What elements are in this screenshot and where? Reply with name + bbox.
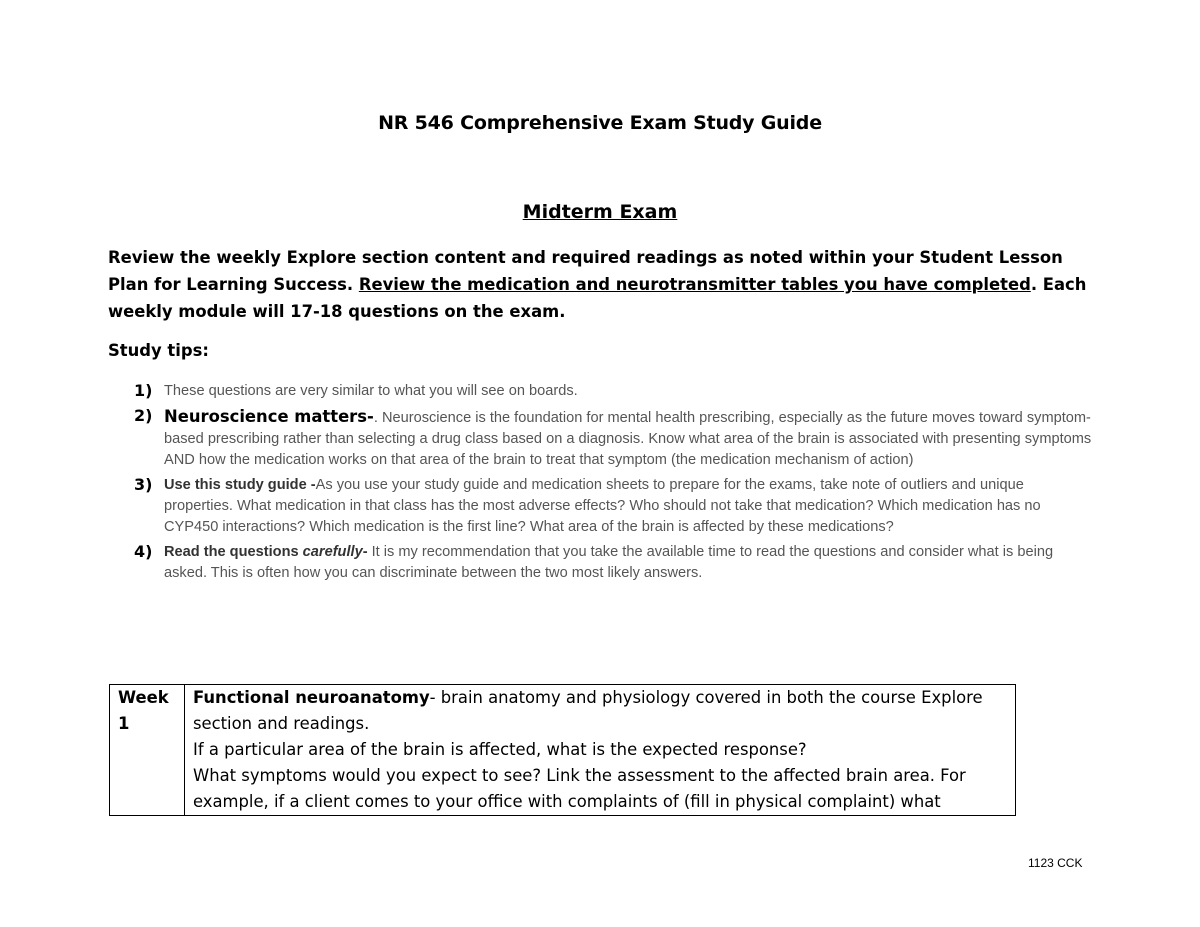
tip-text: . Neuroscience is the foundation for mental health prescribing, especially as the future moves toward symptom-based prescribing rather than selecting a drug class based on a diagnosis. Know what area of the brain is associated with presenting symptoms AND how the medication works on that area of the brain to treat that symptom (the medication mechanism of action) <box>164 410 1092 468</box>
list-item <box>134 475 1094 538</box>
tip-lead: Neuroscience matters- <box>164 407 374 426</box>
study-tips-list <box>134 381 1094 588</box>
week-content-cell <box>185 685 1016 816</box>
list-item <box>134 381 1094 402</box>
page-title: NR 546 Comprehensive Exam Study Guide <box>378 112 822 134</box>
topic-title: Functional neuroanatomy <box>193 688 430 707</box>
topic-line: What symptoms would you expect to see? Link the assessment to the affected brain area. For example, if a client comes to your office with complaints of (fill in physical complaint) what <box>193 766 966 811</box>
week-cell: Week 1 <box>110 685 185 816</box>
tip-lead-text: Read the questions <box>164 544 303 560</box>
topic-description: - brain anatomy and physiology covered in both the course Explore section and readings. <box>193 688 983 733</box>
tip-lead: Use this study guide - <box>164 477 316 493</box>
list-item <box>134 406 1094 471</box>
topic-line: If a particular area of the brain is affected, what is the expected response? <box>193 740 807 759</box>
tip-text: These questions are very similar to what you will see on boards. <box>164 383 578 399</box>
tip-text: As you use your study guide and medication sheets to prepare for the exams, take note of outliers and unique properties. What medication in that class has the most adverse effects? Who should not take that medication? Which medication has no CYP450 interactions? Which medication is the first line? What area of the brain is affected by these medications? <box>164 477 1041 535</box>
intro-text-2: . Each weekly module will 17-18 questions on the exam. <box>108 275 1087 321</box>
list-number: 2) <box>134 406 153 425</box>
list-number: 4) <box>134 542 153 561</box>
list-number: 1) <box>134 381 153 400</box>
list-number: 3) <box>134 475 153 494</box>
tip-lead <box>164 544 368 560</box>
study-tips-heading: Study tips: <box>108 341 209 360</box>
tip-lead-end: - <box>362 544 368 560</box>
section-heading: Midterm Exam <box>522 201 678 223</box>
intro-paragraph <box>108 244 1098 325</box>
intro-underlined-text: Review the medication and neurotransmitter tables you have completed <box>358 275 1031 294</box>
list-item <box>134 542 1094 584</box>
tip-text: It is my recommendation that you take the available time to read the questions and consider what is being asked. This is often how you can discriminate between the two most likely answers. <box>164 544 1054 581</box>
footer-code: 1123 CCK <box>1028 856 1083 870</box>
table-row <box>110 685 1016 816</box>
tip-lead-italic: carefully <box>302 544 363 560</box>
intro-text-1: Review the weekly Explore section content and required readings as noted within your Student Lesson Plan for Learning Success. <box>108 248 1063 294</box>
weeks-table <box>109 684 1016 816</box>
